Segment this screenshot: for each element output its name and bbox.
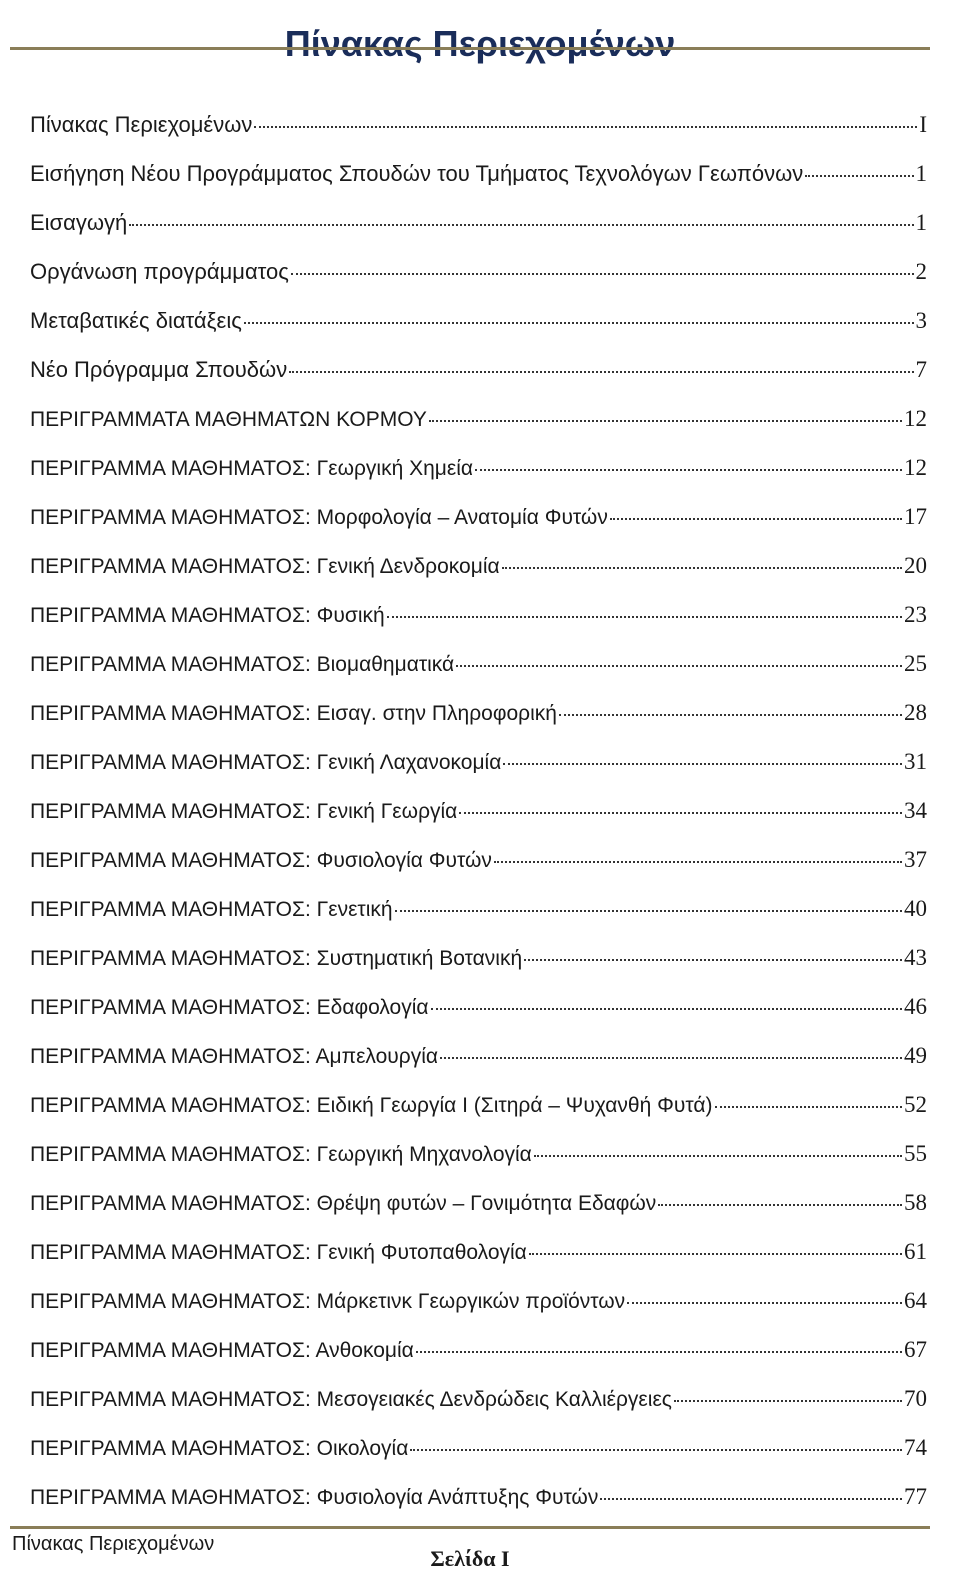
dot-leader — [534, 1155, 902, 1157]
toc-entry-page: 12 — [904, 406, 927, 431]
table-of-contents — [30, 100, 927, 1521]
toc-entry-page: 70 — [904, 1386, 927, 1411]
footer-section-title: Πίνακας Περιεχομένων — [12, 1533, 215, 1555]
toc-entry-label: ΠΕΡΙΓΡΑΜΜΑ ΜΑΘΗΜΑΤΟΣ: Ανθοκομία — [30, 1339, 414, 1362]
toc-entry[interactable] — [30, 835, 927, 884]
toc-entry[interactable] — [30, 688, 927, 737]
toc-entry-page: 12 — [904, 455, 927, 480]
toc-entry-label: ΠΕΡΙΓΡΑΜΜΑΤΑ ΜΑΘΗΜΑΤΩΝ ΚΟΡΜΟΥ — [30, 408, 427, 431]
toc-entry-page: 67 — [904, 1337, 927, 1362]
toc-entry[interactable] — [30, 1325, 927, 1374]
toc-entry[interactable] — [30, 884, 927, 933]
toc-entry-page: 28 — [904, 700, 927, 725]
toc-entry-label: Εισαγωγή — [30, 210, 128, 235]
toc-entry[interactable] — [30, 394, 927, 443]
toc-entry[interactable] — [30, 1080, 927, 1129]
dot-leader — [524, 959, 902, 961]
toc-entry[interactable] — [30, 1227, 927, 1276]
toc-entry-label: ΠΕΡΙΓΡΑΜΜΑ ΜΑΘΗΜΑΤΟΣ: Γενική Φυτοπαθολογία — [30, 1241, 527, 1264]
toc-entry[interactable] — [30, 933, 927, 982]
toc-entry-page: 7 — [915, 357, 927, 382]
dot-leader — [658, 1204, 902, 1206]
toc-entry-label: Εισήγηση Νέου Προγράμματος Σπουδών του Τμήματος Τεχνολόγων Γεωπόνων — [30, 161, 804, 186]
toc-entry[interactable] — [30, 1374, 927, 1423]
toc-entry-page: 49 — [904, 1043, 927, 1068]
toc-entry-label: ΠΕΡΙΓΡΑΜΜΑ ΜΑΘΗΜΑΤΟΣ: Φυσιολογία Ανάπτυξης Φυτών — [30, 1486, 599, 1509]
toc-entry-page: 1 — [915, 161, 927, 186]
toc-entry-label: ΠΕΡΙΓΡΑΜΜΑ ΜΑΘΗΜΑΤΟΣ: Μάρκετινκ Γεωργικών προϊόντων — [30, 1290, 626, 1313]
dot-leader — [627, 1302, 902, 1304]
dot-leader — [715, 1106, 903, 1108]
dot-leader — [395, 910, 902, 912]
toc-entry-page: 74 — [904, 1435, 927, 1460]
toc-entry-page: 43 — [904, 945, 927, 970]
dot-leader — [416, 1351, 902, 1353]
toc-entry[interactable] — [30, 492, 927, 541]
toc-entry[interactable] — [30, 541, 927, 590]
title-divider — [10, 47, 930, 50]
toc-entry-page: 34 — [904, 798, 927, 823]
toc-entry[interactable] — [30, 1276, 927, 1325]
toc-entry-label: ΠΕΡΙΓΡΑΜΜΑ ΜΑΘΗΜΑΤΟΣ: Ειδική Γεωργία Ι (Σιτηρά – Ψυχανθή Φυτά) — [30, 1094, 713, 1117]
toc-entry-page: 2 — [915, 259, 927, 284]
toc-entry[interactable] — [30, 737, 927, 786]
dot-leader — [244, 322, 914, 324]
toc-entry-label: ΠΕΡΙΓΡΑΜΜΑ ΜΑΘΗΜΑΤΟΣ: Γενετική — [30, 898, 393, 921]
toc-entry-label: Πίνακας Περιεχομένων — [30, 112, 253, 137]
toc-entry-page: 17 — [904, 504, 927, 529]
toc-entry-page: 1 — [915, 210, 927, 235]
toc-entry[interactable] — [30, 1031, 927, 1080]
toc-entry-page: 3 — [915, 308, 927, 333]
dot-leader — [254, 126, 917, 128]
dot-leader — [410, 1449, 902, 1451]
toc-entry-page: I — [919, 112, 927, 137]
footer-page-number: Σελίδα I — [430, 1546, 510, 1571]
dot-leader — [456, 665, 902, 667]
toc-entry-label: ΠΕΡΙΓΡΑΜΜΑ ΜΑΘΗΜΑΤΟΣ: Γενική Γεωργία — [30, 800, 458, 823]
toc-entry-label: ΠΕΡΙΓΡΑΜΜΑ ΜΑΘΗΜΑΤΟΣ: Εδαφολογία — [30, 996, 429, 1019]
dot-leader — [494, 861, 902, 863]
toc-entry[interactable] — [30, 443, 927, 492]
footer-divider — [10, 1526, 930, 1529]
toc-entry-label: ΠΕΡΙΓΡΑΜΜΑ ΜΑΘΗΜΑΤΟΣ: Αμπελουργία — [30, 1045, 439, 1068]
dot-leader — [429, 420, 902, 422]
toc-entry[interactable] — [30, 198, 927, 247]
toc-entry-label: Μεταβατικές διατάξεις — [30, 308, 242, 333]
toc-entry-label: ΠΕΡΙΓΡΑΜΜΑ ΜΑΘΗΜΑΤΟΣ: Οικολογία — [30, 1437, 409, 1460]
toc-entry-page: 37 — [904, 847, 927, 872]
toc-entry[interactable] — [30, 590, 927, 639]
dot-leader — [559, 714, 902, 716]
toc-entry-label: ΠΕΡΙΓΡΑΜΜΑ ΜΑΘΗΜΑΤΟΣ: Γενική Λαχανοκομία — [30, 751, 502, 774]
dot-leader — [503, 763, 902, 765]
toc-entry[interactable] — [30, 296, 927, 345]
dot-leader — [440, 1057, 902, 1059]
toc-entry-label: ΠΕΡΙΓΡΑΜΜΑ ΜΑΘΗΜΑΤΟΣ: Μεσογειακές Δενδρώδεις Καλλιέργειες — [30, 1388, 672, 1411]
toc-entry[interactable] — [30, 1178, 927, 1227]
dot-leader — [529, 1253, 902, 1255]
dot-leader — [129, 224, 913, 226]
toc-entry[interactable] — [30, 345, 927, 394]
toc-entry[interactable] — [30, 247, 927, 296]
toc-entry-page: 61 — [904, 1239, 927, 1264]
toc-entry-label: ΠΕΡΙΓΡΑΜΜΑ ΜΑΘΗΜΑΤΟΣ: Συστηματική Βοτανική — [30, 947, 523, 970]
dot-leader — [459, 812, 902, 814]
dot-leader — [291, 273, 914, 275]
page-title: Πίνακας Περιεχομένων — [284, 23, 676, 65]
toc-entry-page: 40 — [904, 896, 927, 921]
toc-entry-label: ΠΕΡΙΓΡΑΜΜΑ ΜΑΘΗΜΑΤΟΣ: Εισαγ. στην Πληροφορική — [30, 702, 557, 725]
toc-entry[interactable] — [30, 149, 927, 198]
dot-leader — [289, 371, 913, 373]
toc-entry-page: 46 — [904, 994, 927, 1019]
toc-entry-page: 25 — [904, 651, 927, 676]
toc-entry-label: ΠΕΡΙΓΡΑΜΜΑ ΜΑΘΗΜΑΤΟΣ: Βιομαθηματικά — [30, 653, 455, 676]
toc-entry-label: ΠΕΡΙΓΡΑΜΜΑ ΜΑΘΗΜΑΤΟΣ: Μορφολογία – Ανατομία Φυτών — [30, 506, 608, 529]
dot-leader — [674, 1400, 902, 1402]
toc-entry-label: ΠΕΡΙΓΡΑΜΜΑ ΜΑΘΗΜΑΤΟΣ: Θρέψη φυτών – Γονιμότητα Εδαφών — [30, 1192, 657, 1215]
toc-entry-page: 52 — [904, 1092, 927, 1117]
dot-leader — [805, 175, 913, 177]
toc-entry[interactable] — [30, 100, 927, 149]
toc-entry-label: ΠΕΡΙΓΡΑΜΜΑ ΜΑΘΗΜΑΤΟΣ: Γεωργική Χημεία — [30, 457, 474, 480]
toc-entry-page: 31 — [904, 749, 927, 774]
toc-entry[interactable] — [30, 1423, 927, 1472]
toc-entry-label: Νέο Πρόγραμμα Σπουδών — [30, 357, 288, 382]
toc-entry-page: 20 — [904, 553, 927, 578]
toc-entry-label: ΠΕΡΙΓΡΑΜΜΑ ΜΑΘΗΜΑΤΟΣ: Φυσιολογία Φυτών — [30, 849, 492, 872]
toc-entry[interactable] — [30, 786, 927, 835]
dot-leader — [502, 567, 902, 569]
toc-entry-page: 77 — [904, 1484, 927, 1509]
dot-leader — [387, 616, 902, 618]
toc-entry-page: 55 — [904, 1141, 927, 1166]
toc-entry-label: ΠΕΡΙΓΡΑΜΜΑ ΜΑΘΗΜΑΤΟΣ: Γεωργική Μηχανολογία — [30, 1143, 532, 1166]
dot-leader — [475, 469, 902, 471]
toc-entry[interactable] — [30, 982, 927, 1031]
toc-entry[interactable] — [30, 639, 927, 688]
toc-entry[interactable] — [30, 1472, 927, 1521]
dot-leader — [610, 518, 902, 520]
toc-entry[interactable] — [30, 1129, 927, 1178]
toc-entry-page: 64 — [904, 1288, 927, 1313]
toc-entry-label: Οργάνωση προγράμματος — [30, 259, 289, 284]
dot-leader — [431, 1008, 902, 1010]
dot-leader — [600, 1498, 902, 1500]
toc-entry-label: ΠΕΡΙΓΡΑΜΜΑ ΜΑΘΗΜΑΤΟΣ: Γενική Δενδροκομία — [30, 555, 500, 578]
toc-entry-page: 58 — [904, 1190, 927, 1215]
toc-entry-label: ΠΕΡΙΓΡΑΜΜΑ ΜΑΘΗΜΑΤΟΣ: Φυσική — [30, 604, 385, 627]
toc-entry-page: 23 — [904, 602, 927, 627]
